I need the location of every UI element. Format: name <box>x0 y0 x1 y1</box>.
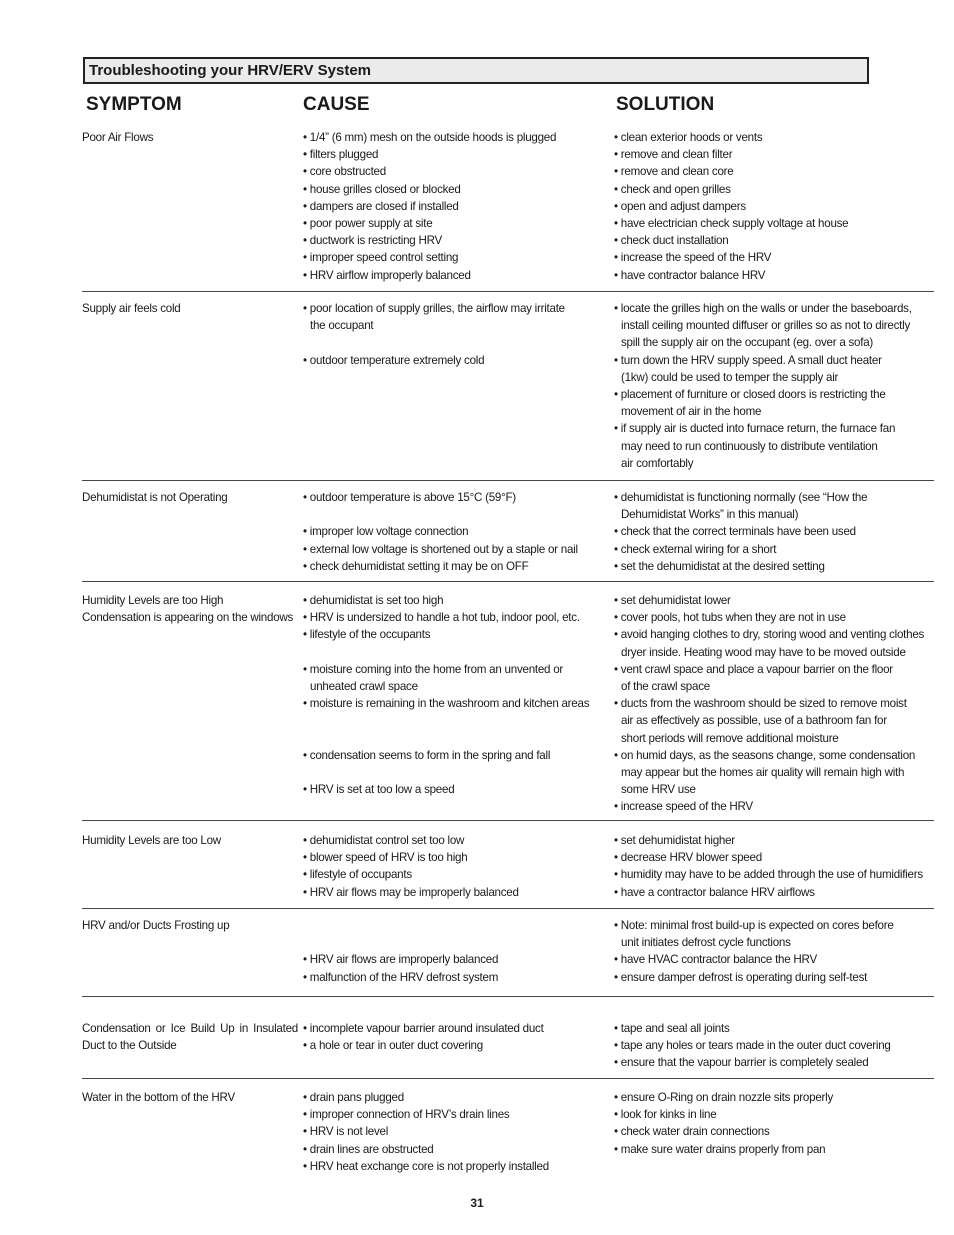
solution-line: • ensure damper defrost is operating during self-test <box>614 970 868 984</box>
cause-line: • lifestyle of occupants <box>303 868 412 882</box>
solution-line: • increase the speed of the HRV <box>614 251 772 265</box>
cause-line: • condensation seems to form in the spring and fall <box>303 748 551 762</box>
cause-line <box>303 934 593 951</box>
cause-line: • dampers are closed if installed <box>303 199 459 213</box>
solution-line: • remove and clean core <box>614 165 734 179</box>
cause-cell <box>303 1089 593 1175</box>
cause-line <box>303 506 593 523</box>
solution-cell <box>614 1020 936 1072</box>
solution-line: • set dehumidistat higher <box>614 834 735 847</box>
solution-line: • avoid hanging clothes to dry, storing wood and venting clothes <box>614 628 925 642</box>
row-divider <box>82 291 934 292</box>
solution-line: Dehumidistat Works” in this manual) <box>621 508 799 522</box>
cause-line: • moisture is remaining in the washroom and kitchen areas <box>303 697 590 711</box>
cause-cell <box>303 917 593 986</box>
cause-line: • HRV is set at too low a speed <box>303 783 455 797</box>
symptom-line: Dehumidistat is not Operating <box>82 491 228 504</box>
symptom-line: Humidity Levels are too Low <box>82 834 221 847</box>
solution-line: • vent crawl space and place a vapour barrier on the floor <box>614 662 893 676</box>
cause-line: • house grilles closed or blocked <box>303 182 461 196</box>
symptom-line: Condensation or Ice Build Up in Insulated Duct to the Outside <box>82 1022 298 1053</box>
cause-cell <box>303 832 593 901</box>
symptom-cell <box>82 129 297 146</box>
solution-line: • dehumidistat is functioning normally (see “How the <box>614 491 868 504</box>
cause-cell <box>303 300 593 369</box>
row-divider <box>82 996 934 997</box>
cause-line: • moisture coming into the home from an unvented or <box>303 662 564 676</box>
cause-line: • HRV is undersized to handle a hot tub, indoor pool, etc. <box>303 611 580 625</box>
solution-line: short periods will remove additional moisture <box>621 731 839 745</box>
cause-line: unheated crawl space <box>310 679 418 693</box>
solution-line: • have a contractor balance HRV airflows <box>614 885 815 899</box>
solution-line: may appear but the homes air quality will remain high with <box>621 765 905 779</box>
solution-line: spill the supply air on the occupant (eg. over a sofa) <box>621 336 874 350</box>
cause-line: • outdoor temperature is above 15°C (59°F) <box>303 491 516 504</box>
solution-line: • ducts from the washroom should be sized to remove moist <box>614 697 907 711</box>
cause-line: • HRV heat exchange core is not properly installed <box>303 1159 549 1173</box>
cause-line <box>303 334 593 351</box>
cause-line: • external low voltage is shortened out by a staple or nail <box>303 542 578 556</box>
row-divider <box>82 581 934 582</box>
solution-line: some HRV use <box>621 783 696 797</box>
solution-line: • turn down the HRV supply speed. A small duct heater <box>614 353 882 367</box>
solution-line: • have contractor balance HRV <box>614 268 766 282</box>
solution-line: • Note: minimal frost build-up is expected on cores before <box>614 919 894 932</box>
solution-line: dryer inside. Heating wood may have to be moved outside <box>621 645 906 659</box>
row-divider <box>82 480 934 481</box>
symptom-cell <box>82 489 297 506</box>
solution-cell <box>614 592 936 815</box>
header-solution: SOLUTION <box>616 94 715 115</box>
solution-line: • check that the correct terminals have been used <box>614 525 856 539</box>
cause-line <box>303 644 593 661</box>
cause-cell <box>303 129 593 284</box>
solution-line: movement of air in the home <box>621 405 762 419</box>
symptom-cell <box>82 1020 298 1054</box>
cause-line: • a hole or tear in outer duct covering <box>303 1039 483 1053</box>
solution-line: install ceiling mounted diffuser or grilles so as not to directly <box>621 319 910 333</box>
solution-line: • have HVAC contractor balance the HRV <box>614 953 817 967</box>
solution-line: • increase speed of the HRV <box>614 800 753 814</box>
solution-line: • remove and clean filter <box>614 148 733 162</box>
symptom-cell <box>82 1089 297 1106</box>
cause-line: • filters plugged <box>303 148 379 162</box>
cause-line: • malfunction of the HRV defrost system <box>303 970 499 984</box>
cause-line: • dehumidistat is set too high <box>303 594 444 607</box>
header-symptom: SYMPTOM <box>86 94 182 115</box>
solution-line: unit initiates defrost cycle functions <box>621 936 791 950</box>
symptom-line: Humidity Levels are too High <box>82 594 224 607</box>
solution-line: • open and adjust dampers <box>614 199 746 213</box>
solution-line: • on humid days, as the seasons change, some condensation <box>614 748 916 762</box>
solution-line: • decrease HRV blower speed <box>614 851 762 865</box>
cause-line: • poor location of supply grilles, the airflow may irritate <box>303 302 565 315</box>
cause-line: • HRV airflow improperly balanced <box>303 268 471 282</box>
cause-line: • HRV air flows are improperly balanced <box>303 953 499 967</box>
cause-line: • improper connection of HRV’s drain lines <box>303 1108 510 1122</box>
row-divider <box>82 820 934 821</box>
cause-line: • poor power supply at site <box>303 216 433 230</box>
solution-line: • placement of furniture or closed doors is restricting the <box>614 387 886 401</box>
cause-line <box>303 917 593 934</box>
solution-line: • tape and seal all joints <box>614 1022 730 1035</box>
symptom-cell <box>82 592 297 626</box>
page-number: 31 <box>470 1196 484 1210</box>
cause-cell <box>303 1020 593 1054</box>
cause-line <box>303 764 593 781</box>
cause-line: • 1/4” (6 mm) mesh on the outside hoods is plugged <box>303 131 557 144</box>
solution-line: • make sure water drains properly from pan <box>614 1142 826 1156</box>
cause-line: • dehumidistat control set too low <box>303 834 465 847</box>
solution-cell <box>614 917 936 986</box>
cause-line: • HRV is not level <box>303 1125 389 1139</box>
solution-line: air comfortably <box>621 456 694 470</box>
solution-cell <box>614 1089 936 1158</box>
solution-line: • set the dehumidistat at the desired setting <box>614 559 825 573</box>
symptom-line: Supply air feels cold <box>82 302 181 315</box>
solution-line: • check duct installation <box>614 234 729 248</box>
symptom-line: Condensation is appearing on the windows <box>82 611 294 625</box>
solution-line: (1kw) could be used to temper the supply air <box>621 370 839 384</box>
cause-line <box>303 730 593 747</box>
solution-cell <box>614 129 936 284</box>
symptom-cell <box>82 300 297 317</box>
cause-line: • improper low voltage connection <box>303 525 469 539</box>
solution-line: of the crawl space <box>621 679 710 693</box>
cause-line: the occupant <box>310 319 374 333</box>
page-title: Troubleshooting your HRV/ERV System <box>89 62 371 79</box>
cause-line: • improper speed control setting <box>303 251 459 265</box>
cause-line: • outdoor temperature extremely cold <box>303 353 485 367</box>
solution-line: • ensure O-Ring on drain nozzle sits properly <box>614 1091 833 1104</box>
symptom-line: HRV and/or Ducts Frosting up <box>82 919 230 932</box>
solution-line: • set dehumidistat lower <box>614 594 731 607</box>
symptom-line: Water in the bottom of the HRV <box>82 1091 235 1104</box>
row-divider <box>82 1078 934 1079</box>
solution-line: • cover pools, hot tubs when they are not in use <box>614 611 846 625</box>
solution-line: • locate the grilles high on the walls or under the baseboards, <box>614 302 912 315</box>
solution-cell <box>614 489 936 575</box>
solution-line: • ensure that the vapour barrier is completely sealed <box>614 1056 869 1070</box>
solution-line: • clean exterior hoods or vents <box>614 131 763 144</box>
cause-line <box>303 712 593 729</box>
solution-line: • check external wiring for a short <box>614 542 777 556</box>
symptom-line: Poor Air Flows <box>82 131 154 144</box>
symptom-cell <box>82 832 297 849</box>
cause-line: • core obstructed <box>303 165 386 179</box>
solution-line: • check water drain connections <box>614 1125 770 1139</box>
cause-line: • ductwork is restricting HRV <box>303 234 442 248</box>
solution-line: • if supply air is ducted into furnace return, the furnace fan <box>614 422 896 436</box>
cause-cell <box>303 592 593 798</box>
solution-cell <box>614 832 936 901</box>
cause-line: • lifestyle of the occupants <box>303 628 431 642</box>
solution-line: • check and open grilles <box>614 182 731 196</box>
symptom-cell <box>82 917 297 934</box>
solution-line: • humidity may have to be added through the use of humidifiers <box>614 868 923 882</box>
solution-line: air as effectively as possible, use of a bathroom fan for <box>621 714 887 728</box>
solution-line: • look for kinks in line <box>614 1108 717 1122</box>
cause-line: • blower speed of HRV is too high <box>303 851 468 865</box>
row-divider <box>82 908 934 909</box>
cause-line: • drain lines are obstructed <box>303 1142 434 1156</box>
solution-cell <box>614 300 936 472</box>
solution-line: • tape any holes or tears made in the outer duct covering <box>614 1039 891 1053</box>
solution-line: may need to run continuously to distribute ventilation <box>621 439 878 453</box>
solution-line: • have electrician check supply voltage at house <box>614 216 849 230</box>
header-cause: CAUSE <box>303 94 370 115</box>
title-box <box>83 57 869 84</box>
cause-line: • check dehumidistat setting it may be on OFF <box>303 559 529 573</box>
cause-cell <box>303 489 593 575</box>
cause-line: • HRV air flows may be improperly balanced <box>303 885 519 899</box>
cause-line: • drain pans plugged <box>303 1091 404 1104</box>
cause-line: • incomplete vapour barrier around insulated duct <box>303 1022 544 1035</box>
